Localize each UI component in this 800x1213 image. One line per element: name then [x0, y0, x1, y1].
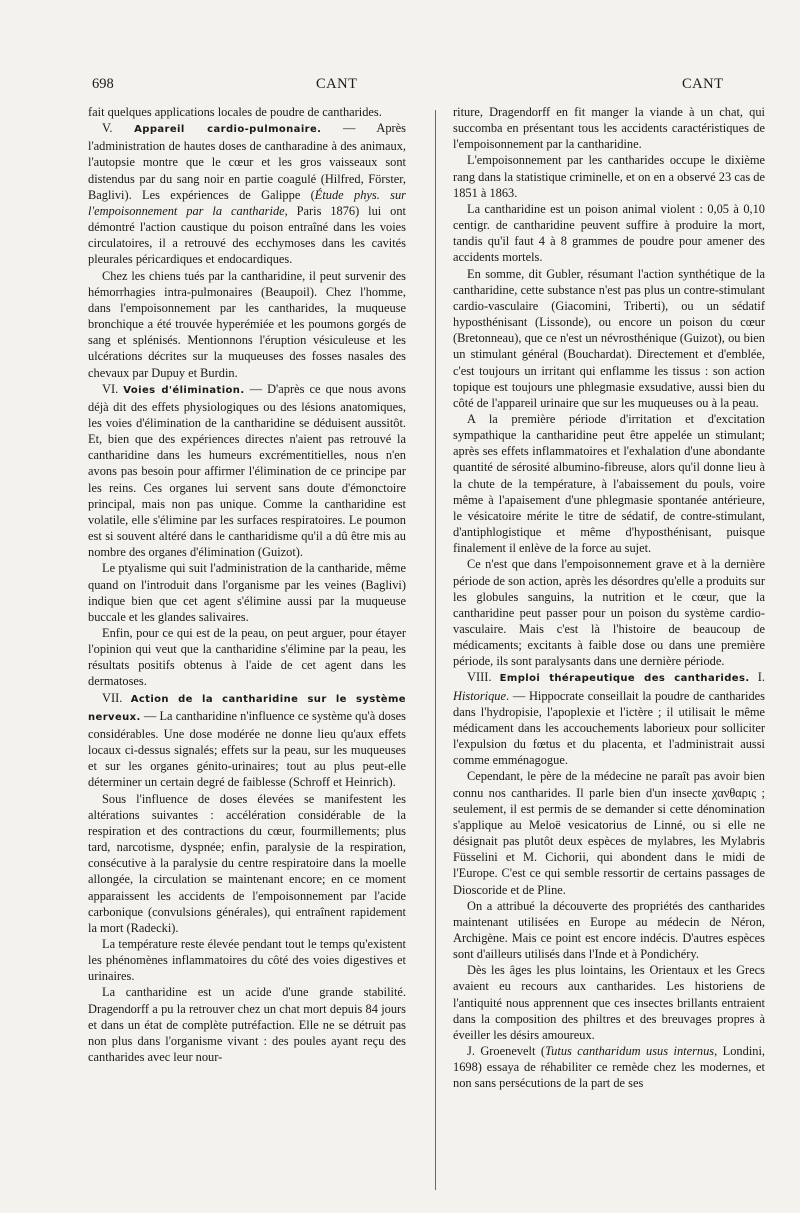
paragraph-text: A la première période d'irritation et d'excitation sympathique la cantharidine peut être appelée un stimulant; après ses effets inflammatoires et l'exhalation d'une abondante quantité de sérosité albumino-fibreuse, alors qu'il donne lieu à la chute de la température, à l'abaissement du pouls, voire même à l'apaisement d'une phlegmasie spontanée antérieure, le vésicatoire mérite le titre de sédatif, de contre-stimulant, d'antiphlogistique et même d'hyposthénisant, puisque finalement il enlève de la force au sujet.	[453, 411, 765, 556]
paragraph	[453, 898, 765, 963]
paragraph-text: La température reste élevée pendant tout le temps qu'existent les phénomènes inflammatoires du côté des voies digestives et urinaires.	[88, 936, 406, 984]
section-number: VII.	[102, 690, 131, 705]
paragraph	[453, 411, 765, 556]
section-heading: Voies d'élimination.	[123, 384, 245, 396]
paragraph	[453, 152, 765, 200]
paragraph-text: — D'après ce que nous avons déjà dit des effets physiologiques ou des lésions anatomiques, les voies d'élimination de la cantharidine se déduisent aussitôt. Et, bien que des expériences directes n'aient pas retrouvé la cantharidine dans les humeurs excrémentitielles, nous n'en avons pas besoin pour affirmer l'élimination de ce principe par les reins. Ces organes lui servent sans doute d'émonctoire principal, mais non pas unique. Comme la cantharidine est volatile, elle s'élimine par les surfaces respiratoires. Le poumon est si souvent altéré dans le cantharidisme qu'il a dû être mis au nombre des organes d'élimination (Guizot).	[88, 381, 406, 560]
paragraph-text: , Paris 1876) lui ont démontré l'action caustique du poison entraîné dans les voies circulatoires, il a retrouvé des ecchymoses dans les cavités pleurales péricardiques et endocardiques.	[88, 203, 406, 267]
paragraph-text: La cantharidine est un poison animal violent : 0,05 à 0,10 centigr. de cantharidine peuvent suffire à produire la mort, tandis qu'il faut 4 à 8 grammes de poudre pour amener des accidents mortels.	[453, 201, 765, 265]
paragraph	[88, 268, 406, 381]
paragraph-text: . — Hippocrate conseillait la poudre de cantharides dans l'hydropisie, l'apoplexie et l'ictère ; il utilisait le même médicament dans les accouchements laborieux pour solliciter l'expulsion du fœtus et du placenta, et l'administrait aussi comme emménagogue.	[453, 688, 765, 768]
paragraph	[88, 791, 406, 936]
paragraph	[453, 768, 765, 897]
running-head-right: CANT	[682, 76, 724, 92]
paragraph	[88, 690, 406, 791]
italic-text: Historique	[453, 688, 507, 703]
paragraph-text: riture, Dragendorff en fit manger la viande à un chat, qui succomba en présentant tous les accidents caractéristiques de l'empoisonnement par la cantharidine.	[453, 105, 765, 152]
paragraph-text: Cependant, le père de la médecine ne paraît pas avoir bien connu nos cantharides. Il parle bien d'un insecte χανθαρις ; seulement, il est permis de se demander si cette dénomination s'applique au Meloë vesicatorius de Linné, ou si elle ne désignait pas plutôt deux espèces de mylabres, les Mylabris Füsselini et M. Cichorii, qui abondent dans le midi de l'Europe. C'est ce qui semble ressortir de certains passages de Dioscoride et de Pline.	[453, 769, 765, 897]
paragraph-text: Sous l'influence de doses élevées se manifestent les altérations suivantes : accélération considérable de la respiration et des contractions du cœur, fourmillements; plus tard, narcotisme, dyspnée; enfin, paralysie de la respiration, consécutive à la paralysie du centre respiratoire dans la moelle allongée, la circulation se maintenant encore; en ce moment apparaissent les accidents de l'empoisonnement par l'acide carbonique (convulsions générales), qui entraînent rapidement la mort (Radecki).	[88, 791, 406, 935]
paragraph-text: La cantharidine est un acide d'une grande stabilité. Dragendorff a pu la retrouver chez un chat mort depuis 84 jours et dans un état de complète putréfaction. Elle ne se détruit pas non plus dans l'organisme vivant : des poules ayant reçu des cantharides avec leur nour-	[88, 985, 406, 1065]
right-column	[453, 104, 765, 1092]
paragraph-text: Dès les âges les plus lointains, les Orientaux et les Grecs avaient eu recours aux cantharides. Les historiens de l'antiquité nous apprennent que ces insectes brillants entraient dans la composition des philtres et des breuvages propres à éveiller les désirs amoureux.	[453, 963, 765, 1042]
paragraph	[453, 104, 765, 152]
paragraph-text: Le ptyalisme qui suit l'administration de la cantharide, même quand on l'introduit dans l'organisme par les veines (Baglivi) indique bien que cet agent s'élimine aussi par la muqueuse buccale et les glandes salivaires.	[88, 561, 406, 624]
paragraph	[88, 984, 406, 1065]
running-head-left: CANT	[316, 76, 358, 92]
paragraph	[453, 266, 765, 411]
paragraph-text: Enfin, pour ce qui est de la peau, on peut arguer, pour étayer l'opinion qui veut que la cantharidine s'élimine par la peau, les résultats positifs obtenus à l'aide de cet agent dans les dermatoses.	[88, 626, 406, 689]
page-header	[86, 76, 766, 98]
column-rule	[435, 110, 436, 1190]
paragraph	[88, 625, 406, 690]
paragraph	[88, 120, 406, 267]
paragraph	[453, 962, 765, 1043]
paragraph	[88, 104, 406, 120]
section-number: V.	[102, 121, 135, 136]
paragraph	[453, 669, 765, 768]
section-heading: Emploi thérapeutique des cantharides.	[499, 673, 750, 685]
italic-text: Étude phys. sur l'empoisonnement par la cantharide	[88, 187, 406, 218]
section-number: VI.	[102, 381, 124, 396]
paragraph-text: , Londini, 1698) essaya de réhabiliter ce remède chez les modernes, et non sans persécutions de la part de ses	[453, 1044, 765, 1091]
paragraph-text: On a attribué la découverte des propriétés des cantharides maintenant utilisées en Europe au médecin de Néron, Archigène. Mais ce point est encore indécis. D'autres espèces sont d'ailleurs utilisés dans l'Inde et à Pondichéry.	[453, 898, 765, 962]
paragraph	[453, 556, 765, 669]
paragraph-text: fait quelques applications locales de poudre de cantharides.	[88, 105, 382, 119]
paragraph-text: — La cantharidine n'influence ce système qu'à doses considérables. Une dose modérée ne donne lieu qu'aux effets locaux ci-dessus signalés; effets sur la peau, sur les muqueuses et sur les organes génito-urinaires; tout au plus peut-elle déterminer un certain degré de faiblesse (Schroff et Heinrich).	[88, 708, 406, 790]
paragraph	[88, 936, 406, 984]
paragraph-text: J. Groenevelt (	[467, 1044, 545, 1059]
paragraph-text: L'empoisonnement par les cantharides occupe le dixième rang dans la statistique criminelle, et on en a observé 23 cas de 1851 à 1863.	[453, 153, 765, 200]
paragraph-text: I.	[749, 670, 766, 685]
section-number: VIII.	[467, 670, 500, 685]
paragraph-text: En somme, dit Gubler, résumant l'action synthétique de la cantharidine, cette substance n'est pas plus un contre-stimulant cardio-vasculaire (Giacomini, Triberti), ou un sédatif hyposthénisant (Lissonde), ou encore un poison du cœur (Bretonneau), que ce n'est un névrosthénique (Guizot), ou bien un stimulant général (Bouchardat). Directement et d'emblée, c'est toujours un irritant qui enflamme les tissus : son action topique est toujours une phlegmasie exsudative, aussi bien du côté de l'appareil urinaire que sur les muqueuses ou à la peau.	[453, 266, 765, 410]
paragraph	[88, 381, 406, 561]
paragraph	[88, 560, 406, 625]
paragraph-text: Chez les chiens tués par la cantharidine, il peut survenir des hémorrhagies intra-pulmonaires (Beaupoil). Chez l'homme, dans l'empoisonnement par les cantharides, la muqueuse bronchique a été trouvée hyperémiée et les poumons gorgés de sang et splénisés. Mentionnons l'éruption vésiculeuse et les ulcérations décrites sur la muqueuses des fosses nasales des chevaux par Dupuy et Burdin.	[88, 268, 406, 380]
paragraph-text: Ce n'est que dans l'empoisonnement grave et à la dernière période de son action, après les désordres qu'elle a produits sur les globules sanguins, la nutrition et le cœur, que la cantharidine peut passer pour un poison du système cardio-vasculaire. Mais c'est là l'histoire de beaucoup de médicaments; excitants à faible dose ou dans une première période, ils sont paralysants dans une dernière période.	[453, 557, 765, 669]
section-heading: Action de la cantharidine sur le système nerveux.	[88, 693, 406, 723]
paragraph-text: — Après l'administration de hautes doses de cantharadine à des animaux, l'autopsie montre que le cœur et les gros vaisseaux sont distendus par du sang noir en partie coagulé (Hilfred, Förster, Baglivi). Les expériences de Galippe (	[88, 121, 407, 202]
paragraph	[453, 1043, 765, 1091]
italic-text: Tutus cantharidum usus internus	[544, 1044, 715, 1059]
paragraph	[453, 201, 765, 266]
page-number: 698	[92, 76, 114, 92]
section-heading: Appareil cardio-pulmonaire.	[134, 124, 322, 136]
left-column	[88, 104, 406, 1065]
